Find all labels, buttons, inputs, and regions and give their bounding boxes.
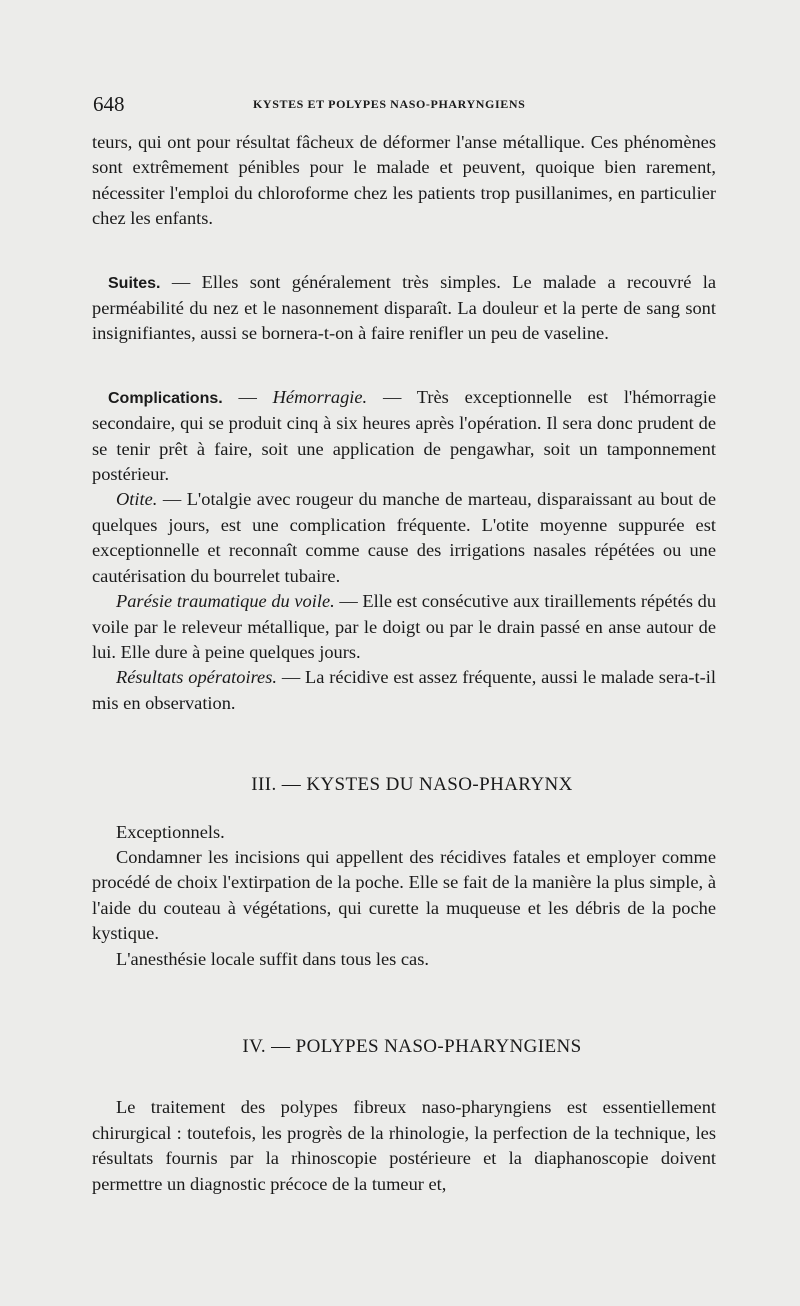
suites-heading: Suites. [108,274,161,292]
running-title: KYSTES ET POLYPES NASO-PHARYNGIENS [253,97,526,111]
page-body [92,130,717,1197]
hemorragie-text: — Très exceptionnelle est l'hémorragie secondaire, qui se produit cinq à six heures après l'opération. Il sera donc prudent de se tenir prêt à faire, soit une application de pengawhar, soit un tamponnement postérieur. [92,386,716,485]
section-title-kystes: III. — KYSTES DU NASO-PHARYNX [251,774,573,796]
page-header [93,92,715,116]
paragraph-kystes-1: Exceptionnels. [116,821,225,842]
paragraph-otite [92,487,716,589]
complications-heading: Complications. [108,389,223,407]
paragraph-resultats [92,665,716,716]
section-title-polypes: IV. — POLYPES NASO-PHARYNGIENS [242,1035,582,1057]
paragraph-kystes-3: L'anesthésie locale suffit dans tous les cas. [116,948,429,969]
otite-heading: Otite. [116,489,158,510]
paresie-text: — Elle est consécutive aux tiraillements répétés du voile par le releveur métallique, par le doigt ou par le drain passé en anse autour de lui. Elle dure à peine quelques jours. [92,591,717,662]
suites-text: — Elles sont généralement très simples. Le malade a recouvré la perméabilité du nez et le nasonnement disparaît. La douleur et la perte de sang sont insignifiantes, aussi se bornera-t-on à faire renifler un peu de vaseline. [92,271,716,344]
paragraph-kystes-2: Condamner les incisions qui appellent des récidives fatales et employer comme procédé de choix l'extirpation de la poche. Elle se fait de la manière la plus simple, à l'aide du couteau à végétations, qui curette la muqueuse et les débris de la poche kystique. [92,846,716,944]
hemorragie-heading: Hémorragie. [272,386,368,407]
paragraph-complications [92,385,716,488]
paresie-heading: Parésie traumatique du voile. [116,591,335,612]
resultats-text: — La récidive est assez fréquente, aussi le malade sera-t-il mis en observation. [92,667,716,713]
paragraph-suites [92,270,716,347]
page-number: 648 [93,92,125,116]
paragraph-polypes-1: Le traitement des polypes fibreux naso-pharyngiens est essentiellement chirurgical : toutefois, les progrès de la rhinologie, la perfection de la technique, les résultats fournis par la rhinoscopie postérieure et la diaphanoscopie doivent permettre un diagnostic précoce de la tumeur et, [92,1097,716,1194]
otite-text: — L'otalgie avec rougeur du manche de marteau, disparaissant au bout de quelques jours, est une complication fréquente. L'otite moyenne suppurée est exceptionnelle et reconnaît comme cause des irrigations nasales répétées ou une cautérisation du bourrelet tubaire. [92,489,716,586]
paragraph-continuation: teurs, qui ont pour résultat fâcheux de déformer l'anse métallique. Ces phénomènes sont extrêmement pénibles pour le malade et peuvent, quoique bien rarement, nécessiter l'emploi du chloroforme chez les patients trop pusillanimes, en particulier chez les enfants. [92,132,716,229]
paragraph-paresie [92,589,716,665]
resultats-heading: Résultats opératoires. [116,667,277,688]
complications-dash: — [222,386,273,407]
